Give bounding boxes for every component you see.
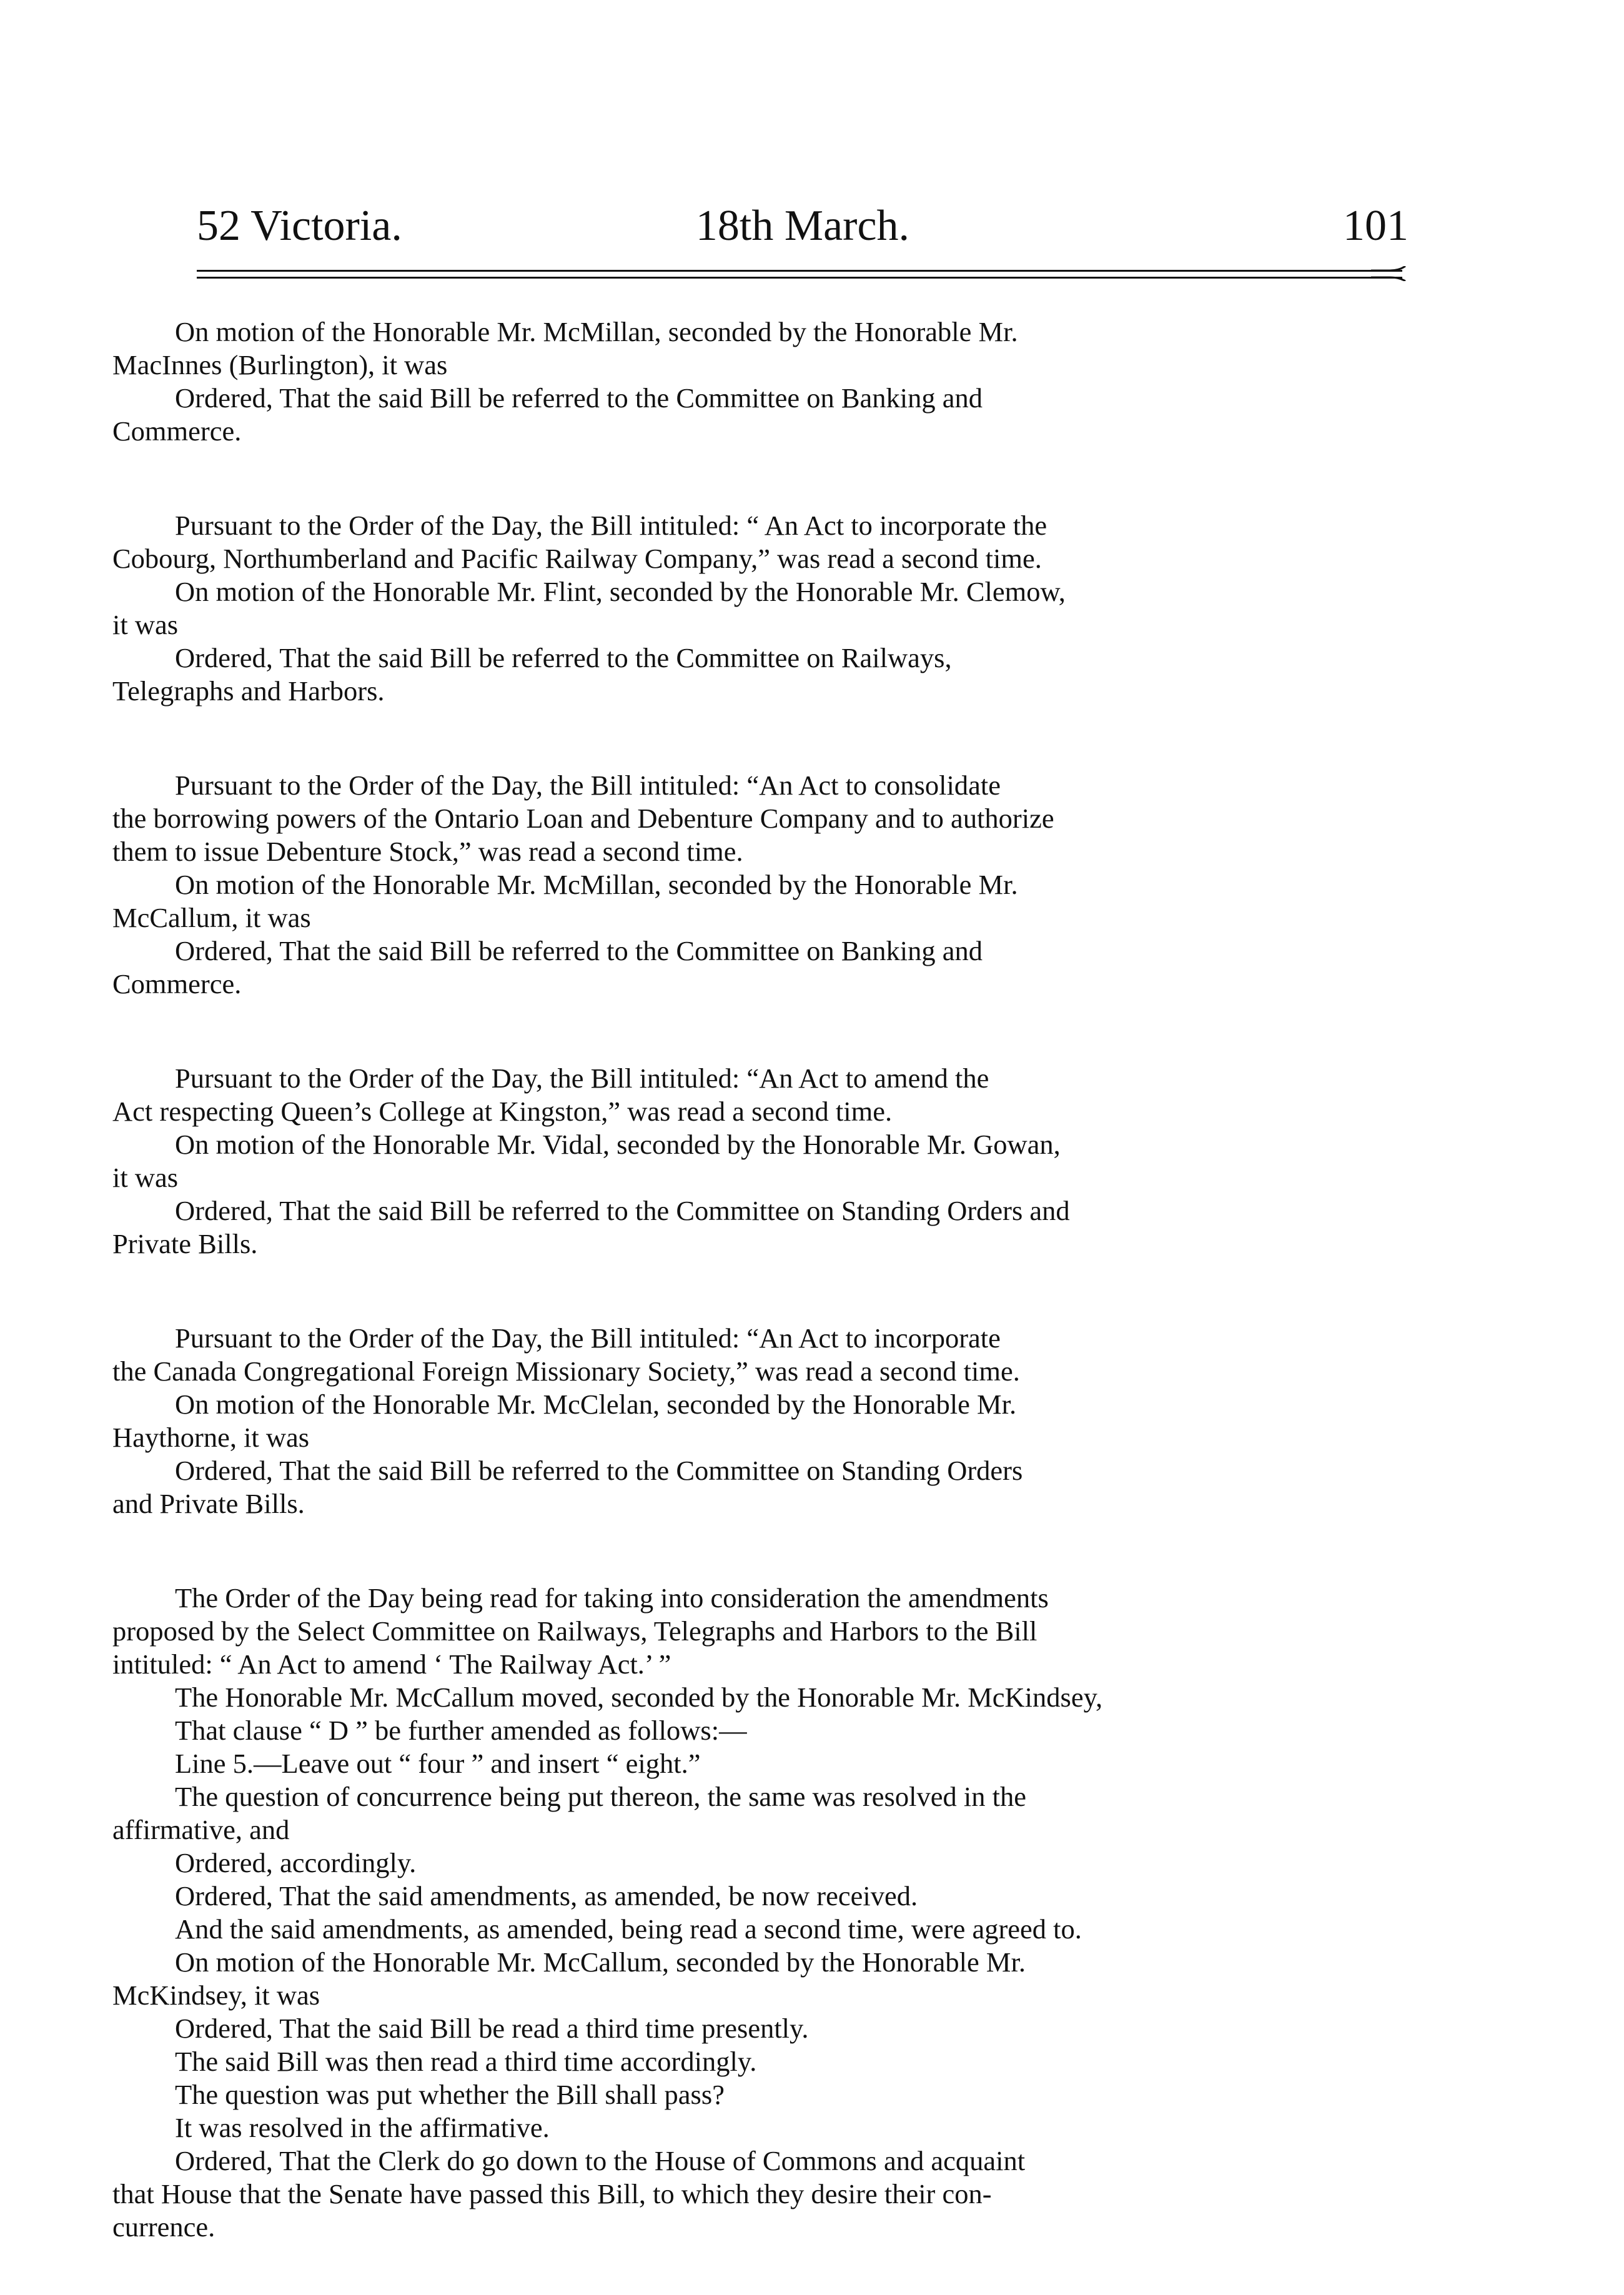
journal-paragraph [112,2144,1399,2244]
text-line: Pursuant to the Order of the Day, the Bill intituled: “An Act to consolidate [175,770,1001,801]
text-line: Haythorne, it was [112,1422,310,1453]
journal-entry [112,769,1399,1001]
text-line: Ordered, That the said Bill be referred to the Committee on Railways, [175,642,952,673]
text-line: affirmative, and [112,1814,290,1845]
journal-paragraph [112,2111,1399,2144]
text-line: That clause “ D ” be further amended as follows:— [175,1715,747,1746]
journal-paragraph [112,1128,1399,1194]
text-line: proposed by the Select Committee on Railways, Telegraphs and Harbors to the Bill [112,1615,1037,1647]
text-line: Telegraphs and Harbors. [112,675,385,706]
journal-paragraph [112,1880,1399,1913]
journal-paragraph [112,575,1399,642]
text-line: The Honorable Mr. McCallum moved, seconded by the Honorable Mr. McKindsey, [175,1682,1103,1713]
header-date: 18th March. [695,202,910,250]
text-line: On motion of the Honorable Mr. McMillan, seconded by the Honorable Mr. [175,316,1018,347]
text-line: McCallum, it was [112,902,311,933]
text-line: Ordered, That the Clerk do go down to the House of Commons and acquaint [175,2145,1026,2176]
journal-entry [112,1322,1399,1520]
text-line: Pursuant to the Order of the Day, the Bill intituled: “An Act to amend the [175,1063,989,1094]
text-line: that House that the Senate have passed this Bill, to which they desire their con- [112,2178,992,2209]
text-line: Ordered, That the said amendments, as amended, be now received. [175,1880,918,1911]
page-number: 101 [1343,202,1409,250]
text-line: Line 5.—Leave out “ four ” and insert “ eight.” [175,1748,701,1779]
journal-entry [112,1062,1399,1261]
text-line: the Canada Congregational Foreign Missionary Society,” was read a second time. [112,1356,1020,1387]
journal-paragraph [112,868,1399,934]
text-line: Act respecting Queen’s College at Kingston,” was read a second time. [112,1096,893,1127]
text-line: Ordered, That the said Bill be referred to the Committee on Standing Orders [175,1455,1023,1486]
text-line: Ordered, That the said Bill be referred to the Committee on Standing Orders and [175,1195,1070,1226]
text-line: The Order of the Day being read for taking into consideration the amendments [175,1582,1049,1613]
text-line: it was [112,609,179,640]
text-line: Ordered, That the said Bill be read a third time presently. [175,2013,809,2044]
text-line: On motion of the Honorable Mr. Vidal, seconded by the Honorable Mr. Gowan, [175,1129,1061,1160]
journal-paragraph [112,2012,1399,2045]
journal-paragraph [112,1946,1399,2012]
journal-paragraph [112,1681,1399,1714]
text-line: And the said amendments, as amended, being read a second time, were agreed to. [175,1913,1082,1945]
text-line: the borrowing powers of the Ontario Loan and Debenture Company and to authorize [112,803,1054,834]
journal-paragraph [112,934,1399,1001]
text-line: On motion of the Honorable Mr. McMillan, seconded by the Honorable Mr. [175,869,1018,900]
journal-paragraph [112,315,1399,382]
text-line: Private Bills. [112,1228,258,1259]
text-line: MacInnes (Burlington), it was [112,349,448,380]
journal-paragraph [112,1194,1399,1261]
text-line: Pursuant to the Order of the Day, the Bill intituled: “ An Act to incorporate the [175,510,1047,541]
journal-paragraph [112,1322,1399,1388]
text-line: Commerce. [112,415,242,447]
header-rule-top [197,270,1402,272]
text-line: Commerce. [112,968,242,999]
journal-paragraph [112,382,1399,448]
journal-entry [112,1582,1399,2244]
journal-entry [112,509,1399,708]
journal-paragraph [112,1454,1399,1520]
text-line: Ordered, That the said Bill be referred to the Committee on Banking and [175,382,983,414]
journal-paragraph [112,1846,1399,1880]
journal-paragraph [112,1388,1399,1454]
text-line: and Private Bills. [112,1488,305,1519]
text-line: Ordered, That the said Bill be referred to the Committee on Banking and [175,935,983,966]
header-rule-bottom [197,277,1402,279]
text-line: Cobourg, Northumberland and Pacific Railway Company,” was read a second time. [112,543,1042,574]
text-line: intituled: “ An Act to amend ‘ The Railway Act.’ ” [112,1648,671,1680]
journal-entry [112,315,1399,448]
journal-paragraph [112,509,1399,575]
text-line: It was resolved in the affirmative. [175,2112,550,2143]
journal-paragraph [112,1913,1399,1946]
page-header [197,195,1409,257]
journal-paragraph [112,1582,1399,1681]
text-line: On motion of the Honorable Mr. Flint, seconded by the Honorable Mr. Clemow, [175,576,1066,607]
journal-paragraph [112,2078,1399,2111]
text-line: McKindsey, it was [112,1980,320,2011]
text-line: them to issue Debenture Stock,” was read a second time. [112,836,743,867]
text-line: it was [112,1162,179,1193]
text-line: On motion of the Honorable Mr. McClelan, seconded by the Honorable Mr. [175,1389,1017,1420]
text-line: currence. [112,2211,215,2243]
text-line: Pursuant to the Order of the Day, the Bill intituled: “An Act to incorporate [175,1322,1001,1354]
journal-paragraph [112,1062,1399,1128]
text-line: Ordered, accordingly. [175,1847,417,1878]
journal-paragraph [112,1780,1399,1846]
journal-paragraph [112,642,1399,708]
journal-body [112,315,1399,2244]
text-line: The question of concurrence being put thereon, the same was resolved in the [175,1781,1026,1812]
header-volume: 52 Victoria. [197,202,402,250]
journal-paragraph [112,1747,1399,1780]
journal-paragraph [112,1714,1399,1747]
journal-paragraph [112,2045,1399,2078]
text-line: The question was put whether the Bill shall pass? [175,2079,725,2110]
text-line: The said Bill was then read a third time accordingly. [175,2046,757,2077]
text-line: On motion of the Honorable Mr. McCallum, seconded by the Honorable Mr. [175,1946,1026,1978]
rule-ornament [1371,266,1409,281]
journal-paragraph [112,769,1399,868]
